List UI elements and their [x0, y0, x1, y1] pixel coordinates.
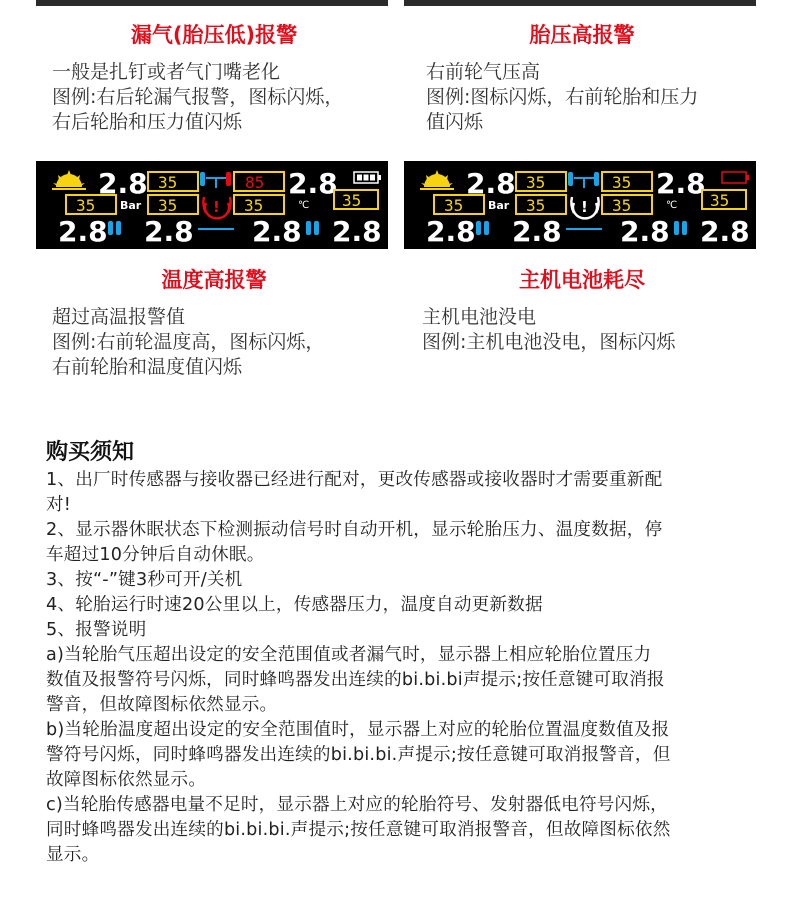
note-item-2: 2、显示器休眠状态下检测振动信号时自动开机，显示轮胎压力、温度数据，停 车超过10分钟后自动休眠。 [46, 520, 663, 565]
temp-rear-left: 35 [444, 196, 464, 215]
note-item-1: 1、出厂时传感器与接收器已经进行配对，更改传感器或接收器时才需要重新配 对! [46, 470, 663, 515]
unit-bar: Bar [488, 199, 510, 212]
card-high-temperature-alarm [36, 267, 392, 387]
temp-front-left: 35 [158, 173, 178, 192]
pressure-rear-right: 2.8 [700, 215, 750, 248]
note-item-5c: c)当轮胎传感器电量不足时，显示器上对应的轮胎符号、发射器低电符号闪烁， 同时蜂鸣器发出连续的bi.bi.bi.声提示;按任意键可取消报警音，但故障图标依然 显示。 [46, 795, 671, 865]
unit-celsius: ℃ [666, 200, 678, 211]
pressure-rear-center-right: 2.8 [620, 215, 670, 248]
tire-indicator-fr [594, 172, 599, 186]
warning-mark: ! [213, 198, 220, 216]
unit-celsius: ℃ [298, 200, 310, 211]
pressure-front-right: 2.8 [288, 167, 338, 200]
tire-indicator-rl [108, 221, 113, 235]
card-description: 超过高温报警值 图例:右前轮温度高，图标闪烁， 右前轮胎和温度值闪烁 [52, 306, 325, 378]
note-item-5b: b)当轮胎温度超出设定的安全范围值时，显示器上对应的轮胎位置温度数值及报 警符号闪烁，同时蜂鸣器发出连续的bi.bi.bi.声提示;按任意键可取消报警音，但 故障图标依然显示。 [46, 720, 671, 790]
tire-indicator-rl2 [484, 221, 489, 235]
warning-mark: ! [581, 198, 588, 216]
axle-top [574, 178, 594, 188]
temp-rear-right: 35 [342, 191, 362, 210]
tire-indicator-fl [200, 172, 205, 186]
tire-indicator-fl [568, 172, 573, 186]
card-title: 漏气(胎压低)报警 [130, 23, 298, 47]
temp-rear-left: 35 [76, 196, 96, 215]
pressure-front-right: 2.8 [656, 167, 706, 200]
tire-indicator-rr [674, 221, 679, 235]
pressure-rear-center-left: 2.8 [512, 215, 562, 248]
card-title: 胎压高报警 [529, 23, 635, 47]
pressure-front-left: 2.8 [98, 167, 148, 200]
pressure-rear-right: 2.8 [332, 215, 382, 248]
card-high-pressure-alarm [404, 22, 760, 142]
temp-front-right-alarm: 85 [245, 173, 265, 192]
temp-rear-right: 35 [710, 191, 730, 210]
purchase-notes [46, 438, 746, 868]
pressure-front-left: 2.8 [466, 167, 516, 200]
tpms-display-example-2 [404, 161, 756, 249]
axle-top [206, 178, 226, 188]
sun-icon [52, 170, 86, 190]
card-description: 一般是扎钉或者气门嘴老化 图例:右后轮漏气报警，图标闪烁， 右后轮胎和压力值闪烁 [52, 61, 344, 133]
temp-center-left: 35 [526, 196, 546, 215]
temp-front-left: 35 [526, 173, 546, 192]
pressure-rear-center-right: 2.8 [252, 215, 302, 248]
card-battery-depleted [404, 267, 760, 387]
tire-indicator-rr2 [682, 221, 687, 235]
note-item-4: 4、轮胎运行时速20公里以上，传感器压力，温度自动更新数据 [46, 595, 543, 615]
note-item-5: 5、报警说明 [46, 620, 147, 640]
notes-heading: 购买须知 [46, 440, 135, 465]
card-description: 右前轮气压高 图例:图标闪烁，右前轮胎和压力 值闪烁 [426, 61, 699, 133]
sun-icon [420, 170, 454, 190]
battery-empty-icon [722, 172, 749, 183]
temp-center-right: 35 [612, 196, 632, 215]
pressure-rear-center-left: 2.8 [144, 215, 194, 248]
battery-full-icon [354, 172, 381, 183]
note-item-5a: a)当轮胎气压超出设定的安全范围值或者漏气时，显示器上相应轮胎位置压力 数值及报警符号闪烁，同时蜂鸣器发出连续的bi.bi.bi声提示;按任意键可取消报 警音，但故障图标依然显示。 [46, 645, 665, 715]
card-title: 主机电池耗尽 [519, 268, 645, 292]
note-item-3: 3、按“-”键3秒可开/关机 [46, 570, 243, 590]
temp-center-right: 35 [244, 196, 264, 215]
unit-bar: Bar [120, 199, 142, 212]
pressure-rear-left: 2.8 [426, 215, 476, 248]
top-divider-right [404, 0, 756, 6]
tire-indicator-fr [226, 172, 231, 186]
tire-indicator-rr2 [314, 221, 319, 235]
tire-indicator-rl2 [116, 221, 121, 235]
tpms-display-example-1 [36, 161, 388, 249]
card-description: 主机电池没电 图例:主机电池没电，图标闪烁 [422, 306, 676, 353]
tire-indicator-rr [306, 221, 311, 235]
top-divider-left [36, 0, 388, 6]
temp-front-right: 35 [612, 173, 632, 192]
tire-indicator-rl [476, 221, 481, 235]
temp-center-left: 35 [158, 196, 178, 215]
pressure-rear-left: 2.8 [58, 215, 108, 248]
card-title: 温度高报警 [161, 268, 267, 292]
card-low-pressure-alarm [36, 22, 392, 142]
